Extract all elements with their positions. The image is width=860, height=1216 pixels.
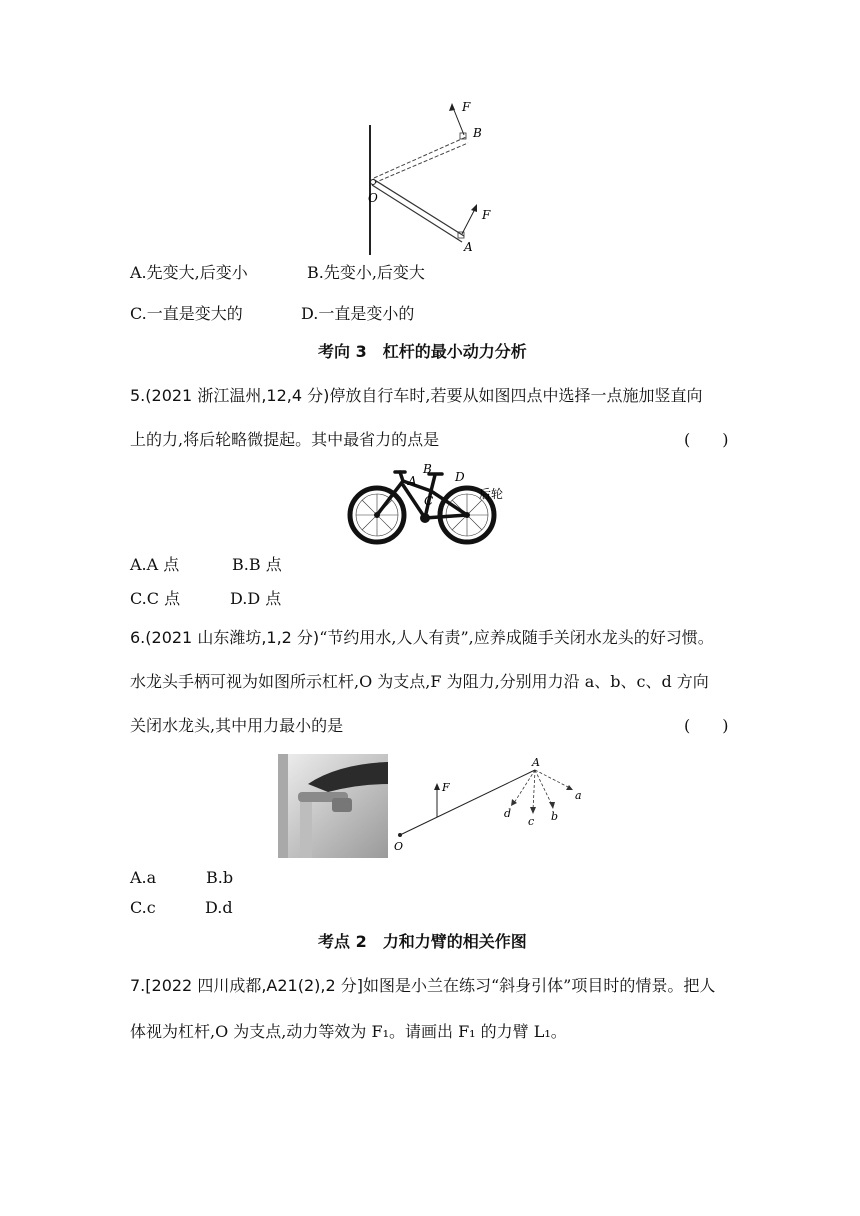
label-A: A [464,240,473,254]
q6-line-2: 水龙头手柄可视为如图所示杠杆,O 为支点,F 为阻力,分别用力沿 a、b、c、d 方向 [130,672,709,691]
q5-answer-blank: ( ) [684,430,729,449]
q6-option-a: A.a [130,868,157,887]
faucet-lever-diagram [390,755,590,855]
q5-source: (2021 浙江温州,12,4 分) [145,386,330,405]
bike-label-B: B [423,463,432,476]
diag-label-O: O [394,840,404,853]
faucet-photo [278,754,388,858]
q5-option-b: B.B 点 [232,555,282,574]
bike-label-D: D [455,470,465,484]
lever-pivot-O [398,833,402,837]
q7-line-1 [130,976,715,996]
diag-label-F: F [442,781,450,794]
bike-label-C: C [424,494,434,508]
q5-text-1: 停放自行车时,若要从如图四点中选择一点施加竖直向 [329,386,703,405]
q4-option-a: A.先变大,后变小 [130,263,248,282]
resistance-arrowhead [434,783,440,790]
q6-line-1 [130,628,714,648]
dir-a [535,770,570,788]
q6-source: (2021 山东潍坊,1,2 分) [145,628,320,647]
diag-label-d: d [504,807,512,820]
q5-option-d: D.D 点 [230,589,282,608]
label-F-bottom: F [482,208,491,222]
q7-number: 7. [130,976,146,995]
dir-b [535,770,552,805]
arrowhead-A [471,204,477,212]
label-F-top: F [462,100,471,114]
crank [420,513,430,523]
bike-label-A: A [408,474,417,488]
dir-c [533,770,535,810]
diag-label-c: c [528,815,535,828]
bicycle-frame [377,472,467,518]
section-heading-point-2: 考点 2 力和力臂的相关作图 [318,932,527,951]
q5-number: 5. [130,386,146,405]
q5-option-a: A.A 点 [130,555,180,574]
q4-option-d: D.一直是变小的 [301,304,415,323]
rear-wheel-label: 后轮 [479,487,504,501]
lever-figure [350,95,510,255]
dashed-rod-lower [374,143,468,183]
q6-option-d: D.d [205,898,233,917]
q7-text-1: 如图是小兰在练习“斜身引体”项目时的情景。把人 [362,976,716,995]
arrowhead-B [449,103,455,111]
faucet-outlet [332,798,352,812]
force-arrow-A [462,207,476,234]
q5-line-2: 上的力,将后轮略微提起。其中最省力的点是 [130,430,440,449]
q6-number: 6. [130,628,146,647]
q7-source: [2022 四川成都,A21(2),2 分] [145,976,363,995]
label-O: O [368,191,378,205]
q6-line-3: 关闭水龙头,其中用力最小的是 [130,716,344,735]
section-heading-direction-3: 考向 3 杠杆的最小动力分析 [318,342,527,361]
rod-upper-edge [373,179,464,236]
bicycle-figure [345,463,515,548]
q6-option-b: B.b [206,868,234,887]
q4-option-b: B.先变小,后变大 [307,263,425,282]
dashed-rod-upper [374,137,466,178]
pivot-O [371,180,376,185]
q6-answer-blank: ( ) [684,716,729,735]
q5-line-1 [130,386,702,406]
label-B: B [473,126,482,140]
diag-label-a: a [575,789,582,802]
q6-text-1: “节约用水,人人有责”,应养成随手关闭水龙头的好习惯。 [319,628,714,647]
rod-lower-edge [372,185,462,242]
faucet-body [300,794,312,858]
diag-label-A: A [532,756,540,769]
diag-label-b: b [551,810,559,823]
q5-option-c: C.C 点 [130,589,181,608]
q7-line-2: 体视为杠杆,O 为支点,动力等效为 F₁。请画出 F₁ 的力臂 L₁。 [130,1022,567,1041]
q6-option-c: C.c [130,898,156,917]
q4-option-c: C.一直是变大的 [130,304,243,323]
